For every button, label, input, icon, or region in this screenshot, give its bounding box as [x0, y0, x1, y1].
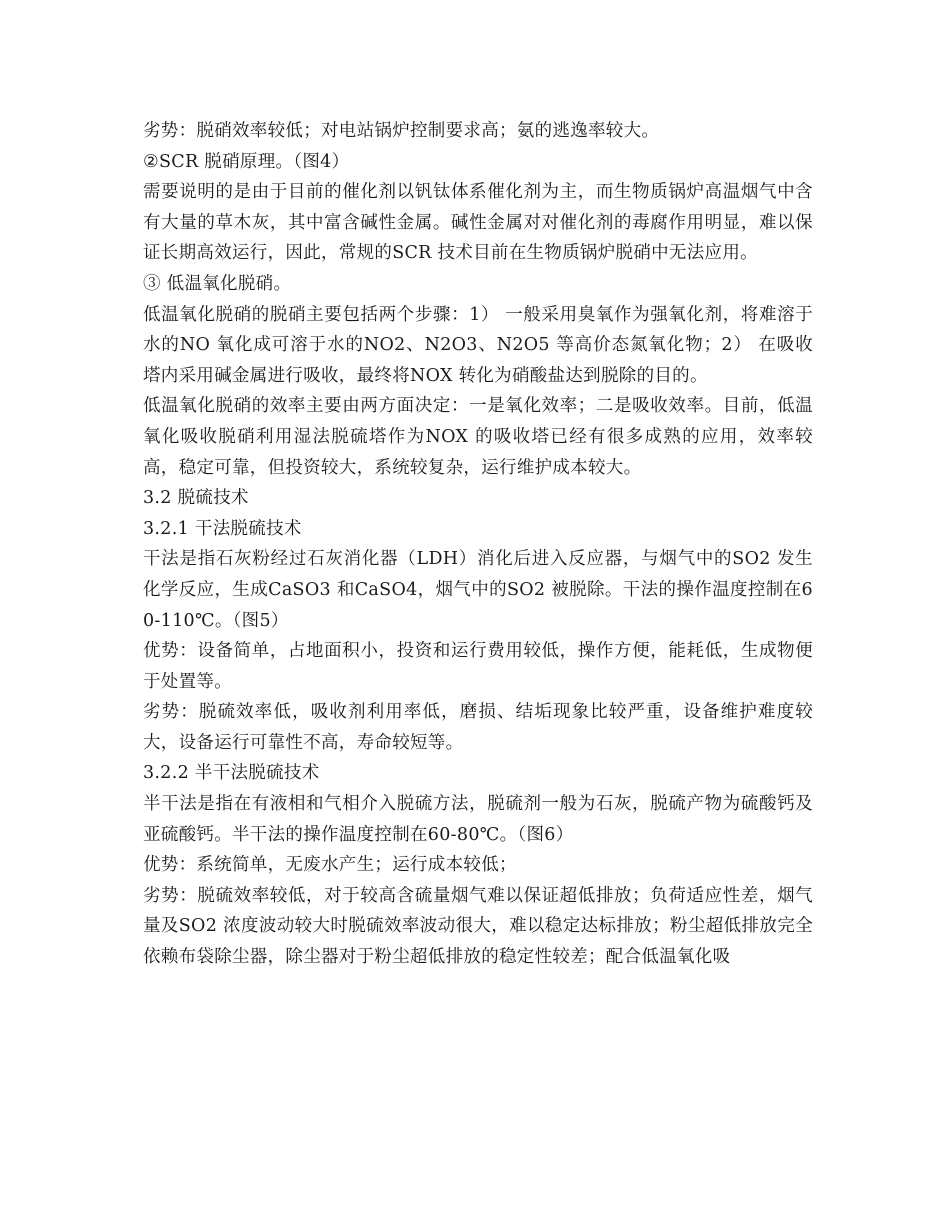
paragraph-low-temp-oxidation-efficiency: 低温氧化脱硝的效率主要由两方面决定：一是氧化效率；二是吸收效率。目前，低温氧化吸收脱硝利用湿法脱硫塔作为NOX 的吸收塔已经有很多成熟的应用，效率较高，稳定可靠，但投资较大，系统较复杂，运行维护成本较大。: [143, 396, 813, 478]
document-body: [143, 116, 813, 973]
section-heading-desulfurization: 3.2 脱硫技术: [143, 488, 249, 509]
subsection-heading-semi-dry-desulfurization: 3.2.2 半干法脱硫技术: [143, 763, 320, 784]
paragraph-scr-principle-heading: ②SCR 脱硝原理。（图4）: [143, 151, 350, 172]
paragraph-scr-disadvantage: 劣势：脱硝效率较低；对电站锅炉控制要求高；氨的逃逸率较大。: [143, 121, 660, 141]
paragraph-dry-disadvantage: 劣势：脱硫效率低，吸收剂利用率低，磨损、结垢现象比较严重，设备维护难度较大，设备运行可靠性不高，寿命较短等。: [143, 702, 813, 753]
paragraph-dry-method: 干法是指石灰粉经过石灰消化器（LDH）消化后进入反应器，与烟气中的SO2 发生化学反应，生成CaSO3 和CaSO4，烟气中的SO2 被脱除。干法的操作温度控制在60-110℃。（图5）: [143, 549, 813, 631]
paragraph-low-temp-oxidation-heading: ③ 低温氧化脱硝。: [143, 273, 292, 294]
paragraph-semi-dry-method: 半干法是指在有液相和气相介入脱硫方法，脱硫剂一般为石灰，脱硫产物为硫酸钙及亚硫酸钙。半干法的操作温度控制在60-80℃。（图6）: [143, 794, 813, 845]
paragraph-semi-dry-disadvantage: 劣势：脱硫效率较低，对于较高含硫量烟气难以保证超低排放；负荷适应性差，烟气量及SO2 浓度波动较大时脱硫效率波动很大，难以稳定达标排放；粉尘超低排放完全依赖布袋除尘器，除尘器对于粉尘超低排放的稳定性较差；配合低温氧化吸: [143, 885, 813, 968]
paragraph-semi-dry-advantage: 优势：系统简单，无废水产生；运行成本较低；: [143, 855, 517, 876]
paragraph-low-temp-oxidation-steps: 低温氧化脱硝的脱硝主要包括两个步骤：1） 一般采用臭氧作为强氧化剂，将难溶于水的NO 氧化成可溶于水的NO2、N2O3、N2O5 等高价态氮氧化物；2） 在吸收塔内采用碱金属进行吸收，最终将NOX 转化为硝酸盐达到脱除的目的。: [143, 304, 813, 386]
paragraph-scr-note: 需要说明的是由于目前的催化剂以钒钛体系催化剂为主，而生物质锅炉高温烟气中含有大量的草木灰，其中富含碱性金属。碱性金属对对催化剂的毒腐作用明显，难以保证长期高效运行，因此，常规的SCR 技术目前在生物质锅炉脱硝中无法应用。: [143, 182, 813, 264]
subsection-heading-dry-desulfurization: 3.2.1 干法脱硫技术: [143, 518, 302, 539]
paragraph-dry-advantage: 优势：设备简单，占地面积小，投资和运行费用较低，操作方便，能耗低，生成物便于处置等。: [143, 641, 813, 692]
